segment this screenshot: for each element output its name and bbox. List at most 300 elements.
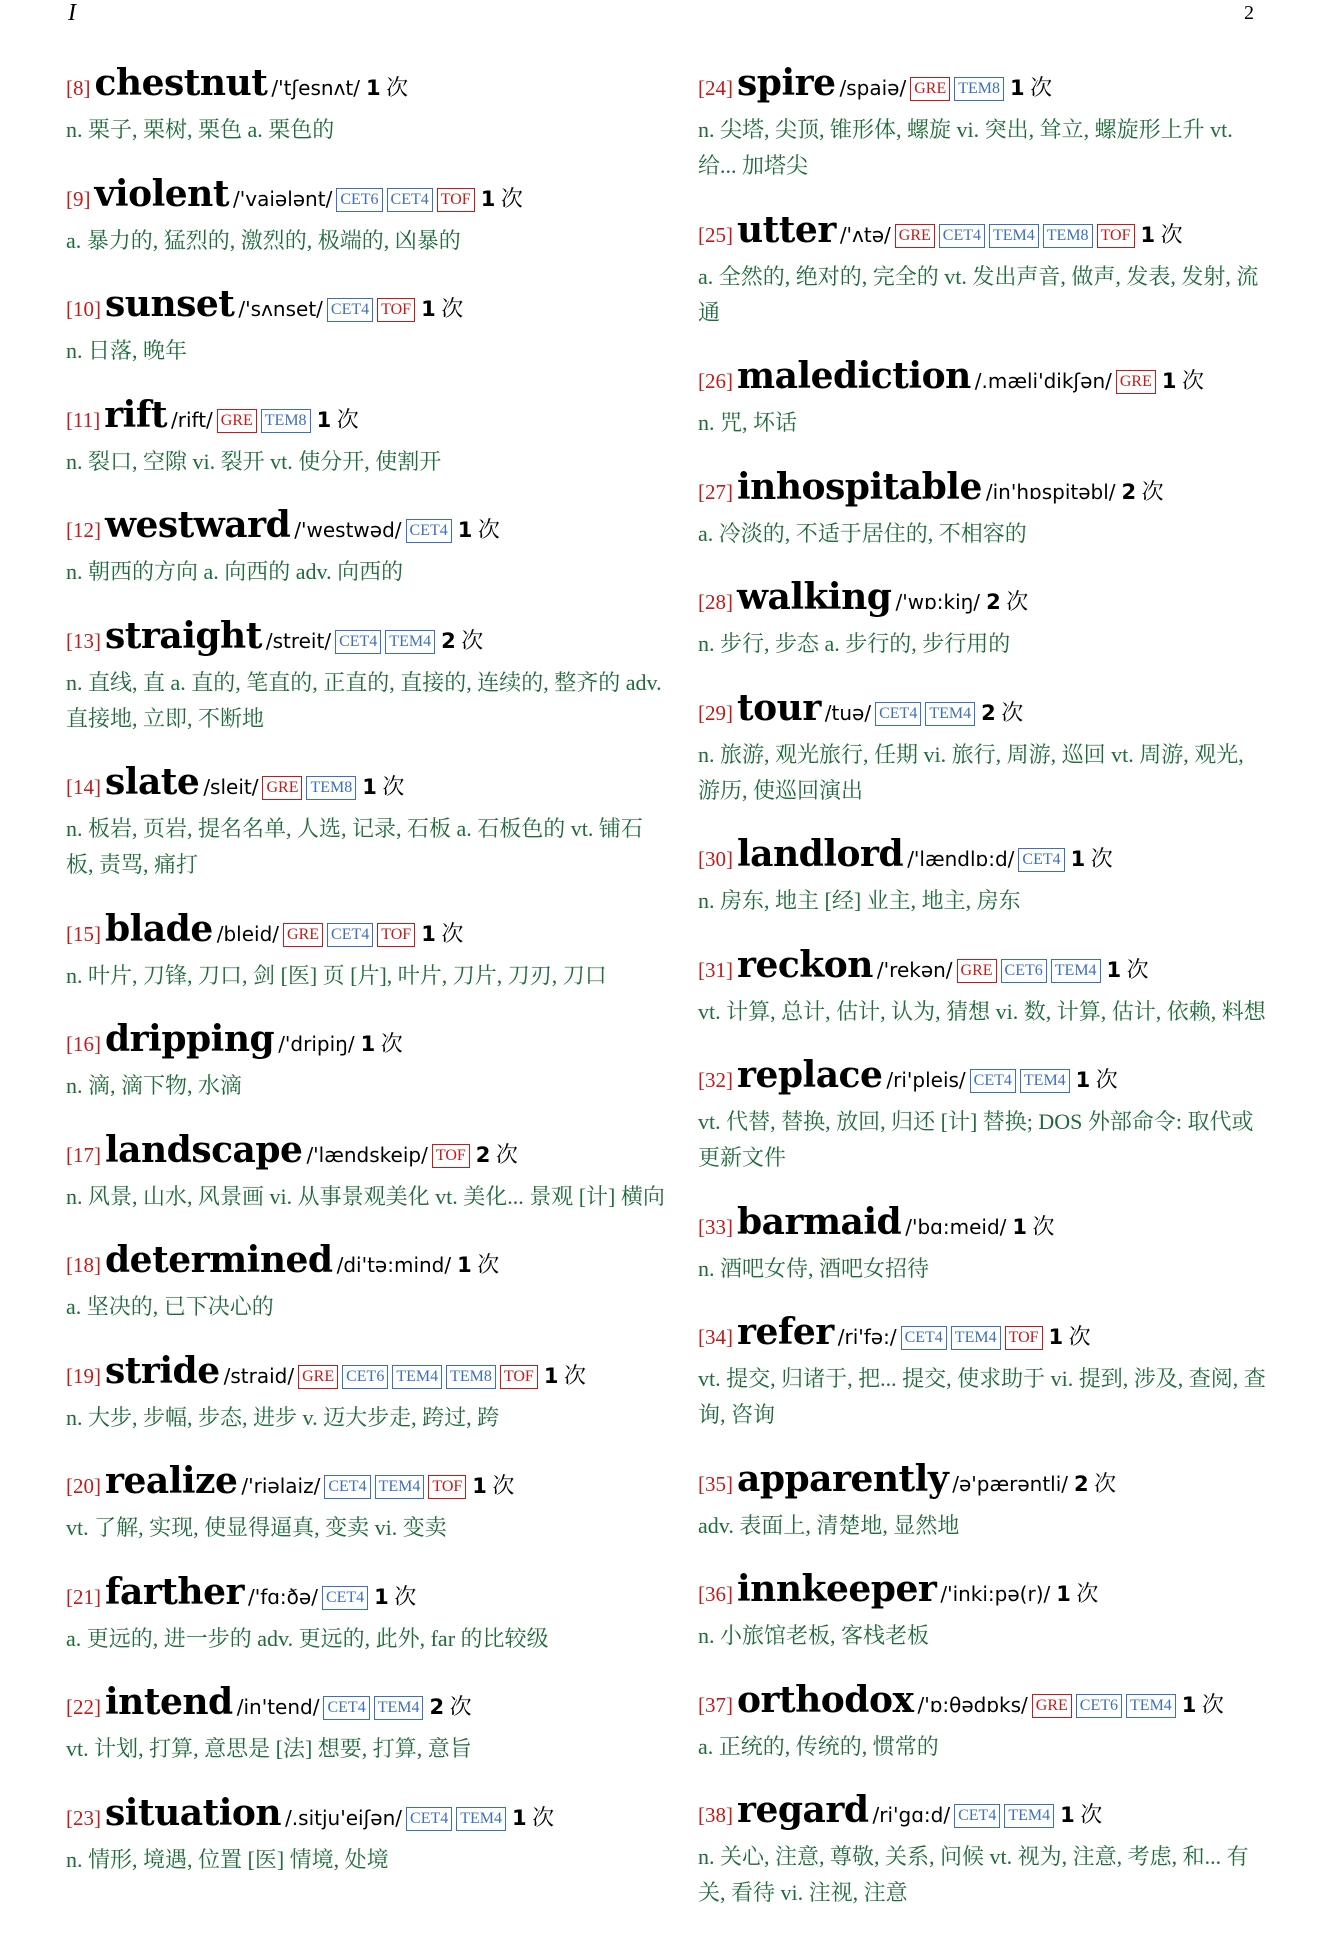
entry-index: [33] <box>698 1214 733 1239</box>
count-suffix: 次 <box>995 699 1024 725</box>
count-number: 1 <box>316 407 332 432</box>
vocab-entry <box>66 908 666 994</box>
count-suffix: 次 <box>1027 1213 1055 1239</box>
entry-head <box>66 1239 666 1289</box>
occurrence-count <box>1141 222 1183 247</box>
vocab-entry <box>66 283 666 369</box>
vocab-entry <box>66 1350 666 1436</box>
headword: refer <box>737 1311 834 1353</box>
entry-head <box>66 1792 666 1842</box>
occurrence-count <box>317 407 359 432</box>
entry-index: [17] <box>66 1142 101 1167</box>
exam-tag: CET4 <box>939 224 985 248</box>
occurrence-count <box>1049 1324 1091 1349</box>
definition: vt. 代替, 替换, 放回, 归还 [计] 替换; DOS 外部命令: 取代或更新文件 <box>698 1109 1254 1170</box>
entry-head <box>698 466 1268 516</box>
occurrence-count <box>374 1584 416 1609</box>
headword: determined <box>105 1239 333 1281</box>
exam-tag: TOF <box>377 298 415 322</box>
exam-tag: CET4 <box>335 630 381 654</box>
exam-tag: TEM4 <box>385 630 435 654</box>
left-column <box>66 62 666 1902</box>
exam-tag: TEM8 <box>446 1365 496 1389</box>
entry-head <box>698 1054 1268 1104</box>
count-suffix: 次 <box>1063 1324 1091 1349</box>
phonetic: /in'hɒspitəbl/ <box>985 479 1116 504</box>
definition: n. 步行, 步态 a. 步行的, 步行用的 <box>698 631 1011 656</box>
vocab-entry <box>66 394 666 480</box>
entry-head <box>698 1458 1268 1508</box>
phonetic: /in'tend/ <box>236 1695 320 1719</box>
vocab-entry <box>698 1568 1268 1654</box>
exam-tag: TEM4 <box>392 1365 442 1389</box>
count-number: 1 <box>512 1805 527 1830</box>
count-number: 1 <box>1010 76 1025 100</box>
exam-tag: CET4 <box>406 519 452 543</box>
headword: orthodox <box>737 1678 914 1721</box>
exam-tag: GRE <box>910 77 950 101</box>
phonetic: /streit/ <box>265 628 332 653</box>
exam-tag: CET4 <box>322 1586 368 1610</box>
definition: n. 情形, 境遇, 位置 [医] 情境, 处境 <box>66 1846 389 1872</box>
count-suffix: 次 <box>1090 1067 1118 1092</box>
count-number: 2 <box>981 700 996 725</box>
entry-index: [21] <box>66 1584 101 1609</box>
occurrence-count <box>981 700 1023 725</box>
entry-index: [26] <box>698 369 733 393</box>
phonetic: /ri'fə:/ <box>837 1325 897 1349</box>
exam-tag: TEM4 <box>925 702 975 726</box>
occurrence-count <box>458 517 500 542</box>
headword: spire <box>737 62 836 104</box>
definition: a. 冷淡的, 不适于居住的, 不相容的 <box>698 520 1027 546</box>
vocab-entry <box>698 944 1268 1030</box>
entry-head <box>698 355 1268 405</box>
occurrence-count <box>1012 1214 1054 1239</box>
definition: vt. 了解, 实现, 使显得逼真, 变卖 vi. 变卖 <box>66 1515 447 1540</box>
count-number: 1 <box>543 1363 559 1388</box>
count-suffix: 次 <box>1070 1581 1099 1606</box>
count-suffix: 次 <box>1121 956 1149 982</box>
occurrence-count <box>512 1805 554 1830</box>
occurrence-count <box>1107 957 1149 982</box>
count-number: 1 <box>457 1253 472 1277</box>
occurrence-count <box>429 1694 471 1719</box>
entry-index: [32] <box>698 1068 733 1092</box>
vocab-entry <box>66 1018 666 1104</box>
entry-index: [28] <box>698 590 733 614</box>
count-suffix: 次 <box>471 1252 500 1277</box>
exam-tag: CET4 <box>901 1326 947 1350</box>
occurrence-count <box>1056 1581 1098 1606</box>
vocab-entry <box>698 1789 1268 1911</box>
count-suffix: 次 <box>495 185 523 211</box>
phonetic: /bleid/ <box>216 921 280 946</box>
definition: n. 房东, 地主 [经] 业主, 地主, 房东 <box>698 888 1021 913</box>
entry-head <box>66 1571 666 1621</box>
headword: violent <box>94 172 229 215</box>
vocab-entry <box>66 173 666 259</box>
count-suffix: 次 <box>331 406 359 432</box>
exam-tag: TEM4 <box>1004 1804 1054 1828</box>
definition: a. 坚决的, 已下决心的 <box>66 1294 274 1319</box>
exam-tag: TEM4 <box>1051 959 1101 983</box>
entry-index: [15] <box>66 921 101 946</box>
entry-index: [20] <box>66 1474 101 1498</box>
count-suffix: 次 <box>455 627 484 653</box>
headword: westward <box>105 504 291 546</box>
headword: farther <box>105 1570 244 1613</box>
phonetic: /'sʌnset/ <box>238 297 323 321</box>
headword: landlord <box>737 833 904 875</box>
headword: replace <box>737 1054 883 1096</box>
count-number: 1 <box>360 1032 376 1056</box>
entry-head <box>698 687 1268 737</box>
vocab-entry <box>66 1239 666 1325</box>
exam-tag: TOF <box>432 1144 470 1168</box>
exam-tag: TEM8 <box>306 776 356 800</box>
exam-tag: TEM4 <box>456 1807 506 1831</box>
entry-head <box>66 504 666 554</box>
vocab-entry <box>66 761 666 883</box>
count-suffix: 次 <box>380 75 409 100</box>
exam-tag: TEM4 <box>1126 1694 1176 1718</box>
count-suffix: 次 <box>435 920 464 946</box>
definition: n. 旅游, 观光旅行, 任期 vi. 旅行, 周游, 巡回 vt. 周游, 观光, 游历, 使巡回演出 <box>698 741 1244 803</box>
headword: regard <box>737 1789 869 1831</box>
count-suffix: 次 <box>444 1694 472 1719</box>
headword: rift <box>104 393 167 436</box>
count-number: 1 <box>421 921 436 946</box>
phonetic: /sleit/ <box>203 775 259 799</box>
occurrence-count <box>361 1031 403 1056</box>
count-number: 2 <box>475 1142 491 1167</box>
exam-tag: TOF <box>1005 1326 1043 1350</box>
definition: n. 叶片, 刀锋, 刀口, 剑 [医] 页 [片], 叶片, 刀片, 刀刃, 刀口 <box>66 962 607 988</box>
definition: a. 正统的, 传统的, 惯常的 <box>698 1733 939 1759</box>
count-number: 2 <box>429 1695 445 1719</box>
headword: blade <box>105 907 213 950</box>
phonetic: /'vaiələnt/ <box>233 186 333 211</box>
vocab-entry <box>66 504 666 590</box>
count-suffix: 次 <box>1024 75 1053 100</box>
definition: n. 日落, 晚年 <box>66 338 188 363</box>
definition: n. 栗子, 栗树, 栗色 a. 栗色的 <box>66 117 335 142</box>
count-suffix: 次 <box>1136 478 1164 504</box>
count-suffix: 次 <box>1196 1691 1224 1717</box>
phonetic: /'tʃesnʌt/ <box>271 76 360 100</box>
occurrence-count <box>481 186 523 211</box>
entry-head <box>66 615 666 665</box>
occurrence-count <box>441 628 483 653</box>
exam-tag: GRE <box>1032 1694 1072 1718</box>
vocab-entry <box>698 1458 1268 1544</box>
count-suffix: 次 <box>435 296 464 321</box>
exam-tag: TOF <box>500 1365 538 1389</box>
count-number: 1 <box>472 1474 487 1498</box>
count-number: 1 <box>1060 1803 1075 1827</box>
phonetic: /.sitju'eiʃən/ <box>285 1805 403 1830</box>
vocab-entry <box>66 615 666 737</box>
definition: n. 直线, 直 a. 直的, 笔直的, 正直的, 直接的, 连续的, 整齐的 adv. 直接地, 立即, 不断地 <box>66 669 662 731</box>
phonetic: /straid/ <box>223 1363 295 1388</box>
exam-tag: CET4 <box>970 1069 1016 1093</box>
count-number: 1 <box>1012 1214 1028 1239</box>
entry-index: [14] <box>66 775 101 799</box>
exam-tag: TEM4 <box>1020 1069 1070 1093</box>
phonetic: /rift/ <box>170 407 213 432</box>
phonetic: /'westwəd/ <box>294 518 402 542</box>
entry-head <box>698 1679 1268 1729</box>
exam-tag: TEM4 <box>951 1326 1001 1350</box>
occurrence-count <box>1071 846 1113 871</box>
phonetic: /'ʌtə/ <box>839 222 891 247</box>
headword: straight <box>105 614 262 657</box>
definition: vt. 提交, 归诸于, 把... 提交, 使求助于 vi. 提到, 涉及, 查阅, 查询, 咨询 <box>698 1366 1266 1427</box>
vocab-entry <box>698 1679 1268 1765</box>
occurrence-count <box>457 1252 499 1277</box>
definition: a. 暴力的, 猛烈的, 激烈的, 极端的, 凶暴的 <box>66 227 461 253</box>
exam-tag: CET6 <box>336 188 382 212</box>
entry-index: [24] <box>698 76 733 100</box>
phonetic: /'lændskeip/ <box>306 1142 428 1167</box>
entry-head <box>66 1129 666 1179</box>
exam-tag: CET4 <box>954 1804 1000 1828</box>
count-suffix: 次 <box>486 1473 515 1498</box>
entry-index: [10] <box>66 297 101 321</box>
entry-head <box>698 62 1268 112</box>
headword: innkeeper <box>737 1568 937 1610</box>
definition: vt. 计算, 总计, 估计, 认为, 猜想 vi. 数, 计算, 估计, 依赖, 料想 <box>698 998 1266 1024</box>
exam-tag: CET4 <box>1018 848 1064 872</box>
entry-head <box>698 833 1268 883</box>
entry-head <box>698 1201 1268 1251</box>
occurrence-count <box>1122 479 1164 504</box>
definition: a. 全然的, 绝对的, 完全的 vt. 发出声音, 做声, 发表, 发射, 流通 <box>698 263 1259 325</box>
count-number: 1 <box>1048 1325 1064 1349</box>
exam-tag: TEM4 <box>375 1475 425 1499</box>
entry-head <box>66 761 666 811</box>
vocab-entry <box>66 1460 666 1546</box>
exam-tag: GRE <box>262 776 302 800</box>
count-number: 1 <box>366 76 381 100</box>
phonetic: /'bɑ:meid/ <box>905 1214 1007 1239</box>
vocab-entry <box>698 466 1268 552</box>
headword: chestnut <box>94 62 268 104</box>
definition: a. 更远的, 进一步的 adv. 更远的, 此外, far 的比较级 <box>66 1625 549 1651</box>
count-number: 2 <box>1121 479 1137 504</box>
occurrence-count <box>1074 1471 1116 1496</box>
occurrence-count <box>986 589 1028 614</box>
definition: n. 大步, 步幅, 步态, 进步 v. 迈大步走, 跨过, 跨 <box>66 1404 500 1430</box>
entry-head <box>66 1681 666 1731</box>
vocab-entry <box>66 1129 666 1215</box>
exam-tag: TOF <box>428 1475 466 1499</box>
exam-tag: GRE <box>217 409 257 433</box>
entry-head <box>698 576 1268 626</box>
occurrence-count <box>1162 368 1204 393</box>
exam-tag: TEM4 <box>374 1696 424 1720</box>
entry-head <box>66 394 666 444</box>
headword: reckon <box>737 943 873 986</box>
headword: sunset <box>105 283 235 325</box>
count-number: 2 <box>986 590 1001 614</box>
entry-index: [31] <box>698 957 733 982</box>
occurrence-count <box>421 921 463 946</box>
occurrence-count <box>1182 1692 1224 1717</box>
occurrence-count <box>421 296 463 321</box>
occurrence-count <box>362 774 404 799</box>
phonetic: /'inki:pə(r)/ <box>940 1582 1051 1606</box>
entry-head <box>66 62 666 112</box>
right-column <box>698 62 1268 1936</box>
phonetic: /ri'pleis/ <box>886 1068 966 1092</box>
phonetic: /ri'gɑ:d/ <box>872 1803 951 1827</box>
exam-tag: GRE <box>895 224 935 248</box>
count-number: 1 <box>421 297 436 321</box>
count-number: 1 <box>1181 1692 1197 1717</box>
vocab-entry <box>66 1792 666 1878</box>
page-number: 2 <box>1244 2 1254 24</box>
count-number: 1 <box>480 186 496 211</box>
count-suffix: 次 <box>1088 1470 1117 1496</box>
headword: landscape <box>105 1128 303 1171</box>
entry-index: [36] <box>698 1582 733 1606</box>
vocab-entry <box>698 1201 1268 1287</box>
entry-index: [18] <box>66 1253 101 1277</box>
headword: barmaid <box>737 1200 902 1243</box>
entry-index: [22] <box>66 1695 101 1719</box>
vocab-entry <box>698 576 1268 662</box>
exam-tag: CET6 <box>342 1365 388 1389</box>
exam-tag: CET4 <box>324 1475 370 1499</box>
entry-head <box>66 1018 666 1068</box>
entry-index: [23] <box>66 1805 101 1830</box>
definition: n. 小旅馆老板, 客栈老板 <box>698 1623 930 1648</box>
entry-index: [34] <box>698 1325 733 1349</box>
phonetic: /'fɑ:ðə/ <box>247 1584 318 1609</box>
definition: n. 裂口, 空隙 vi. 裂开 vt. 使分开, 使割开 <box>66 448 442 474</box>
entry-index: [12] <box>66 518 101 542</box>
entry-index: [13] <box>66 628 101 653</box>
count-suffix: 次 <box>558 1362 586 1388</box>
definition: adv. 表面上, 清楚地, 显然地 <box>698 1512 960 1538</box>
count-number: 1 <box>457 518 473 542</box>
headword: stride <box>105 1349 220 1392</box>
exam-tag: TOF <box>437 188 475 212</box>
exam-tag: GRE <box>283 923 323 947</box>
headword: apparently <box>737 1457 949 1500</box>
entry-head <box>698 944 1268 994</box>
entry-index: [35] <box>698 1471 733 1496</box>
exam-tag: GRE <box>957 959 997 983</box>
entry-head <box>698 1568 1268 1618</box>
headword: malediction <box>737 355 971 397</box>
entry-index: [29] <box>698 700 733 725</box>
exam-tag: TEM8 <box>1043 224 1093 248</box>
entry-index: [19] <box>66 1363 101 1388</box>
count-number: 2 <box>441 628 456 653</box>
count-number: 1 <box>1056 1582 1071 1606</box>
definition: n. 滴, 滴下物, 水滴 <box>66 1073 243 1098</box>
entry-index: [30] <box>698 847 733 871</box>
exam-tag: TEM8 <box>954 77 1004 101</box>
headword: walking <box>737 576 892 618</box>
exam-tag: GRE <box>1116 370 1156 394</box>
definition: n. 板岩, 页岩, 提名名单, 人选, 记录, 石板 a. 石板色的 vt. 铺石板, 责骂, 痛打 <box>66 816 643 877</box>
exam-tag: CET4 <box>406 1807 452 1831</box>
exam-tag: CET4 <box>875 702 921 726</box>
entry-index: [38] <box>698 1803 733 1827</box>
phonetic: /'dripiŋ/ <box>278 1032 355 1056</box>
vocab-entry <box>66 1571 666 1657</box>
vocab-entry <box>698 355 1268 441</box>
exam-tag: CET4 <box>323 1696 369 1720</box>
entry-index: [27] <box>698 479 733 504</box>
phonetic: /di'tə:mind/ <box>336 1253 452 1277</box>
occurrence-count <box>366 75 408 100</box>
entry-head <box>66 173 666 223</box>
occurrence-count <box>1076 1067 1118 1092</box>
entry-index: [37] <box>698 1692 733 1717</box>
count-number: 1 <box>374 1584 389 1609</box>
count-suffix: 次 <box>1074 1802 1103 1827</box>
entry-head <box>66 1350 666 1400</box>
exam-tag: CET4 <box>327 923 373 947</box>
count-number: 1 <box>1140 222 1156 247</box>
vocab-entry <box>698 687 1268 809</box>
count-number: 1 <box>1075 1068 1091 1092</box>
count-suffix: 次 <box>490 1141 518 1167</box>
headword: utter <box>737 208 836 251</box>
exam-tag: CET4 <box>327 298 373 322</box>
page-header-letter: I <box>68 0 76 26</box>
definition: n. 风景, 山水, 风景画 vi. 从事景观美化 vt. 美化... 景观 [计] 横向 <box>66 1183 665 1209</box>
count-number: 1 <box>1070 847 1086 871</box>
headword: tour <box>737 686 821 729</box>
count-suffix: 次 <box>1085 846 1113 871</box>
exam-tag: TEM8 <box>261 409 311 433</box>
vocab-entry <box>66 1681 666 1767</box>
count-number: 1 <box>1161 369 1177 393</box>
phonetic: /'ɒ:θədɒks/ <box>917 1692 1028 1717</box>
entry-head <box>66 908 666 958</box>
vocab-entry <box>698 62 1268 184</box>
exam-tag: TEM4 <box>989 224 1039 248</box>
vocab-entry <box>698 833 1268 919</box>
headword: situation <box>105 1791 282 1834</box>
definition: n. 尖塔, 尖顶, 锥形体, 螺旋 vi. 突出, 耸立, 螺旋形上升 vt. 给... 加塔尖 <box>698 117 1233 178</box>
vocab-entry <box>698 1311 1268 1433</box>
count-number: 1 <box>1106 957 1122 982</box>
headword: dripping <box>105 1018 275 1060</box>
definition: vt. 计划, 打算, 意思是 [法] 想要, 打算, 意旨 <box>66 1736 472 1761</box>
entry-head <box>66 1460 666 1510</box>
occurrence-count <box>544 1363 586 1388</box>
phonetic: /'riəlaiz/ <box>241 1474 321 1498</box>
count-number: 2 <box>1074 1471 1089 1496</box>
definition: n. 关心, 注意, 尊敬, 关系, 问候 vt. 视为, 注意, 考虑, 和... 有关, 看待 vi. 注视, 注意 <box>698 1844 1249 1905</box>
occurrence-count <box>1060 1802 1102 1827</box>
occurrence-count <box>472 1473 514 1498</box>
count-suffix: 次 <box>1176 368 1205 393</box>
definition: n. 咒, 坏话 <box>698 410 798 435</box>
count-suffix: 次 <box>388 1583 417 1609</box>
headword: inhospitable <box>737 465 982 508</box>
vocab-entry <box>698 209 1268 331</box>
count-suffix: 次 <box>1155 221 1183 247</box>
exam-tag: CET6 <box>1001 959 1047 983</box>
